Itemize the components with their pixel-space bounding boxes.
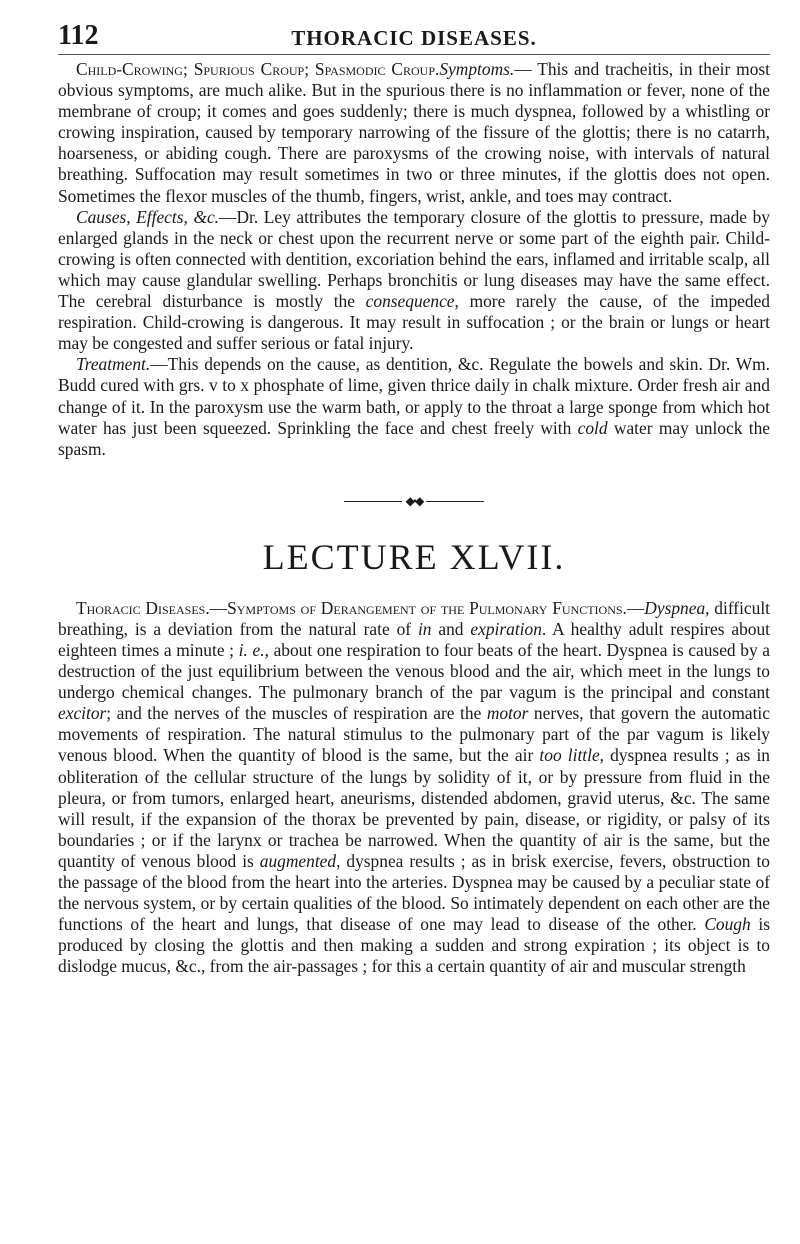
- divider-line-left: [344, 501, 402, 502]
- text-run: . A healthy adult respires about eighteen times a minute ;: [58, 618, 771, 660]
- italic-run: motor: [486, 703, 529, 724]
- causes-italic: consequence: [365, 291, 455, 312]
- paragraph-treatment: [58, 354, 770, 459]
- dyspnea-label: Dyspnea,: [644, 597, 710, 618]
- text-run: and: [431, 618, 471, 639]
- running-head: [58, 18, 770, 55]
- paragraph-child-crowing: [58, 59, 770, 207]
- causes-text-b: , more rarely the cause, of the impeded respiration. Child-crowing is dangerous. It may result in suffocation ; or the brain or lungs or heart may be congested and suffer serious or fatal injury.: [58, 291, 770, 354]
- text-run: , about one respiration to four beats of the heart. Dyspnea is caused by a destruction of the just equilibrium between the venous blood and the air, which meet in the lungs to undergo chemical changes. The pulmonary branch of the par vagum is the principal and constant: [58, 639, 771, 703]
- text-run: nerves, that govern the automatic movements of respiration. The natural stimulus to the pulmonary part of the par vagum is likely venous blood. When the quantity of blood is the same, but the air: [58, 703, 770, 766]
- italic-run: expiration: [470, 618, 542, 639]
- italic-run: augmented: [259, 850, 337, 871]
- italic-run: in: [417, 618, 432, 639]
- treatment-label: Treatment.: [76, 354, 151, 375]
- causes-text-a: —Dr. Ley attributes the temporary closure of the glottis to pressure, made by enlarged glands in the neck or chest upon the recurrent nerve or some part of the eighth pair. Child-crowing is often connected with dentition, excoriation behind the ears, inflamed and irritable scalp, all which may cause glandular swelling. Perhaps bronchitis or lung diseases may have the same effect. The cerebral disturbance is mostly the: [58, 206, 770, 312]
- text-run: , dyspnea results ; as in brisk exercise, fevers, obstruction to the passage of the blood from the heart into the arteries. Dyspnea may be caused by a peculiar state of the nervous system, or by certain qualities of the blood. So intimately dependent on each other are the functions of the heart and lungs, that disease of one may lead to disease of the other.: [58, 850, 770, 935]
- lecture-title: LECTURE XLVII.: [262, 536, 566, 577]
- text-run: ; and the nerves of the muscles of respiration are the: [106, 703, 487, 724]
- divider-ornament-icon: ◆•◆: [405, 493, 423, 508]
- causes-label: Causes, Effects, &c.: [76, 206, 220, 227]
- italic-run: Cough: [704, 914, 751, 935]
- text-run: , dyspnea results ; as in obliteration of the cellular structure of the lungs by solidity of it, or by pressure from fluid in the pleura, or from tumors, enlarged heart, aneurisms, distended abdomen, gravid uterus, &c. The same will result, if the expansion of the thorax be prevented by pain, disease, or rigidity, or palsy of its boundaries ; or if the larynx or trachea be narrowed. When the quantity of air is the same, but the quantity of venous blood is: [58, 745, 770, 871]
- symptoms-label: Symptoms.: [439, 59, 515, 79]
- text-run: is produced by closing the glottis and then making a sudden and strong expiration ; its object is to dislodge mucus, &c., from the air-passages ; for this a certain quantity of air and muscular strength: [58, 914, 770, 977]
- paragraph-causes: [58, 207, 770, 355]
- divider-line-right: [426, 501, 484, 502]
- paragraph-dyspnea: Thoracic Diseases.—Symptoms of Derangement of the Pulmonary Functions.—Dyspnea, difficult breathing, is a deviation from the natural rate of in and expiration. A healthy adult respires about eighteen times a minute ; i. e., about one respiration to four beats of the heart. Dyspnea is caused by a destruction of the just equilibrium between the venous blood and the air, which meet in the lungs to undergo chemical changes. The pulmonary branch of the par vagum is the principal and constant excitor; and the nerves of the muscles of respiration are the motor nerves, that govern the automatic movements of respiration. The natural stimulus to the pulmonary part of the par vagum is likely venous blood. When the quantity of blood is the same, but the air too little, dyspnea results ; as in obliteration of the cellular structure of the lungs by solidity of it, or by pressure from fluid in the pleura, or from tumors, enlarged heart, aneurisms, distended abdomen, gravid uterus, &c. The same will result, if the expansion of the thorax be prevented by pain, disease, or rigidity, or palsy of its boundaries ; or if the larynx or trachea be narrowed. When the quantity of air is the same, but the quantity of venous blood is augmented, dyspnea results ; as in brisk exercise, fevers, obstruction to the passage of the blood from the heart into the arteries. Dyspnea may be caused by a peculiar state of the nervous system, or by certain qualities of the blood. So intimately dependent on each other are the functions of the heart and lungs, that disease of one may lead to disease of the other. Cough is produced by closing the glottis and then making a sudden and strong expiration ; its object is to dislodge mucus, &c., from the air-passages ; for this a certain quantity of air and muscular strength: [58, 597, 771, 977]
- italic-run: too little: [539, 745, 600, 766]
- treatment-text-a: —This depends on the cause, as dentition, &c. Regulate the bowels and skin. Dr. Wm. Budd cured with grs. v to x phosphate of lime, given thrice daily in chalk mixture. Order fresh air and change of it. In the paroxysm use the warm bath, or apply to the throat a large sponge from which hot water has just been squeezed. Sprinkling the face and chest freely with: [58, 354, 770, 438]
- running-title: THORACIC DISEASES.: [291, 26, 537, 50]
- text-run: difficult breathing, is a deviation from the natural rate of: [58, 597, 770, 639]
- treatment-italic: cold: [577, 417, 608, 438]
- symptoms-text: — This and tracheitis, in their most obvious symptoms, are much alike. But in the spurious there is no inflammation or fever, none of the membrane of croup; it comes and goes suddenly; there is much dyspnea, followed by a whistling or crowing inspiration, caused by temporary narrowing of the fissure of the glottis; there is no catarrh, hoarseness, or abiding cough. There are paroxysms of the crowing noise, with intervals of natural breathing. Suffocation may result sometimes in two or three minutes, if the glottis does not open. Sometimes the flexor muscles of the thumb, fingers, wrist, ankle, and toes may contract.: [58, 59, 770, 206]
- section-heading-child-crowing: Child-Crowing; Spurious Croup; Spasmodic Croup.: [76, 59, 440, 79]
- book-page: [58, 18, 770, 977]
- treatment-text-b: water may unlock the spasm.: [58, 417, 770, 459]
- italic-run: excitor: [58, 703, 107, 724]
- italic-run: i. e.: [238, 639, 265, 660]
- page-number: 112: [58, 20, 99, 51]
- lecture-heading: Thoracic Diseases.—Symptoms of Derangement of the Pulmonary Functions.: [76, 597, 627, 618]
- section-divider: [344, 493, 484, 508]
